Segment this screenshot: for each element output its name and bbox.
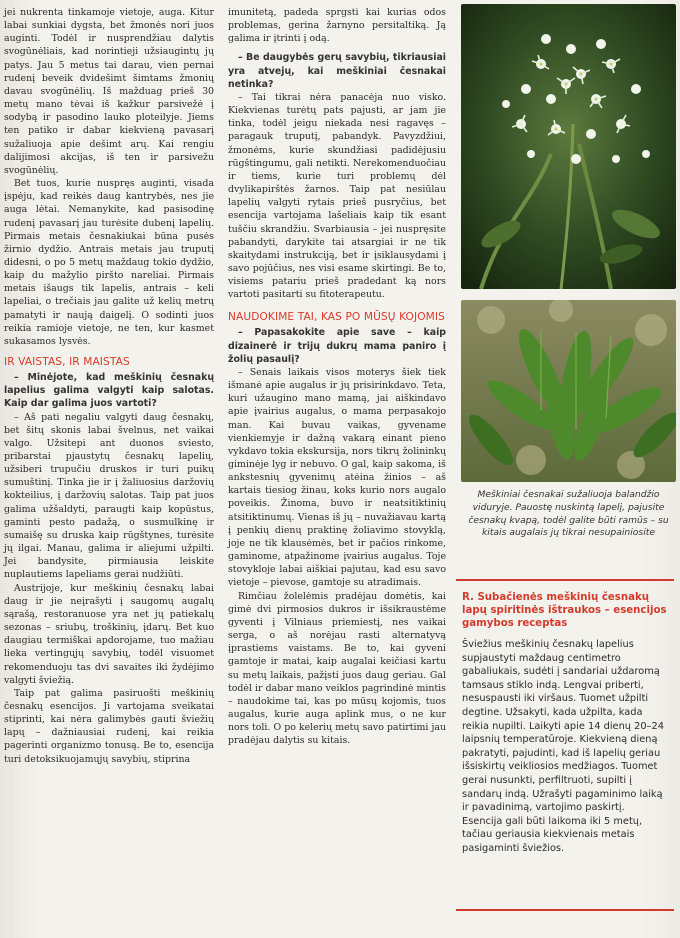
paragraph: jei nukrenta tinkamoje vietoje, auga. Kitur labai sunkiai dygsta, bet žmonės nori juos auginti. Todėl ir nusprendžiau dalytis svogūnėliais, kad norintieji užsiaugintų jų patys. Jau 5 metus tai darau, vien pernai rudenį beveik dvidešimt šimtams žmonių davau svogūnėlių. Iš mažduag prieš 30 metų mano tėvai iš kažkur parsivežė į sodybą ir pasodino lauko ploteilyje. Jiems ten patiko ir dabar kiekvieną pavasarį sužaliuoja apie dešimt arų. Kai rengiu dalijimosi akcijas, iš ten ir parsivežu svogūnėlių. <box>4 7 214 176</box>
wild-garlic-flowers-icon <box>461 4 676 289</box>
paragraph: imunitetą, padeda sprgsti kai kurias odos problemas, gerina žarnyno persitaltiką. Ją galima ir įtrinti į odą. <box>228 7 446 45</box>
interview-question: – Papasakokite apie save – kaip dizainerė ir trijų dukrų mama panirо į žolių pasaulį? <box>228 327 446 365</box>
wild-garlic-leaves-photo <box>461 300 676 482</box>
interview-question: – Minėjote, kad meškinių česnakų lapelius galima valgyti kaip salotas. Kaip dar galima juos vartoti? <box>4 372 214 410</box>
text-column-1 <box>4 6 214 766</box>
section-heading: NAUDOKIME TAI, KAS PO MŪSŲ KOJOMIS <box>228 311 445 324</box>
recipe-title: R. Subačienės meškinių česnakų lapų spiritinės ištraukos – esencijos gamybos receptas <box>462 592 667 629</box>
paragraph: – Senais laikais visos moterys šiek tiek išmanė apie augalus ir jų prisirinkdavo. Teta, kuri užaugino mano mamą, jai aiškindavo apie įvairius augalus, o mama perpasakojo man. Kai buvau vaikas, gyvename vienkiemyje ir dažną vakarą einant pieno vykdavo tokia ekskursija, nors tikrų žolininkų giminėje lyg ir nebuvo. O gal, kaip sakoma, iš ankstesnių gyvenimų atėina žinios – aš kartais tiesiog žinau, koks kurio nors augalo poveikis. Žinoma, buvo ir neatsitiktinių atsitiktinumų. Vienas iš jų – nuvažiavau kartą į penkių dienų praktinę žoliavimo stovyklą, joje ne tik klausėmės, bet ir pačios rinkome, gaminome, atpažinome įvairius augalus. Toje stovyklоje labai aiškiai pajutau, kad esu savo vietoje – pievose, gamtoje su atradimais. <box>228 366 446 589</box>
wild-garlic-leaves-icon <box>461 300 676 482</box>
paragraph: – Tai tikrai nėra panacėja nuo visko. Kiekvienas turėtų pats pajusti, ar jam jie tinka, todėl jeigu niekada nesi ragavęs – paragauk truputį, pabandyk. Pavyzdžiui, žmonėms, kurie skundžiasi padidėjusiu rūgštingumu, gali netikti. Nerekomenduočiau ir tiems, kurie turi problemų dėl dvylikapirštės žarnos. Taip pat nesiūlau lapelių valgyti rytais prieš pusryčius, bet esencija vartojama lašeliais kaip tik esant tuščiu skrandžiu. Svarbiausia – jei nuspręsite pabandyti, darykite tai atsargiai ir ne tik skaitydami instrukciją, bet ir įsiklausydami į savo pojūčius, nes visi esame skirtingi. Be to, visiems patariu prieš pradedant ką nors vartoti pasitarti su fitoterapeutu. <box>228 91 446 301</box>
paragraph: Rimčiau žolelėmis pradėjau domėtis, kai gimė dvi pirmosios dukros ir išsikraustėme gyventi į Vilniaus priemiestį, nes vaikai serga, o aš norėjau rasti alternatyvą įprastiems vaistams. Be to, kai gyveni gamtoje ir matai, kaip augalai keičiasi kartu su metų laikais, pažįsti juos daug geriau. Gal todėl ir dabar mano veiklos pagrindinė mintis – naudokime tai, kas po mūsų kojomis, tuos augalus, kurie auga aplink mus, o ne kur nors toli. O po kelerių metų savo patirtimi jau pradėjau dalytis su kitais. <box>228 590 446 747</box>
paragraph: Bet tuos, kurie nuspręs auginti, visada įspėju, kad reikės daug kantrybės, nes jie auga lėtai. Nemanykite, kad pasisodinę rudenį pavasarį jau turėsite dubenį lapelių. Pirmais metais česnakiukai būna pusės žirnio dydžio. Antrais metais jau truputį didesni, o po 5 metų maždaug tokio dydžio, kaip du mažylio piršto nareliai. Pirmais metais išaugs tik lapelis, antrais – keli lapeliai, o trečiais jau galite už kelių metrų pamatyti ir naują daigelį. O sodinti juos reikia ramioje vietoje, ne ten, kur kasmet sukasamos lysvės. <box>4 178 214 347</box>
wild-garlic-flowers-photo <box>461 4 676 289</box>
paragraph: Taip pat galima pasiruošti meškinių česnakų esencijos. Ji vartojama sveikatai stiprinti, kai nėra galimybės gauti šviežių lapų – dažniausiai rudenį, kai reikia pagerinti organizmo tonusą. Be to, esencija turi detoksikuojamųjų savybių, stiprina <box>4 687 214 765</box>
paragraph: Austrijoje, kur meškinių česnakų labai daug ir jie neįrašyti į saugomų augalų sąrašą, restoranuose yra net jų patiekalų sezonas – sriubų, troškinių, įdarų. Bet kuo daugiau termiškai apdorojame, tuo mažiau lieka vertingųjų savybių, todėl visuomet rekomenduoju tas dvi savaites iki žydėjimo valgyti šviežią. <box>4 582 214 686</box>
paragraph: – Aš pati negaliu valgyti daug česnakų, bet šitų skonis labai švelnus, net vaikai valgo. Užsitepi ant duonos sviesto, pribarstai pjaustytų česnakų lapelių, užsiberi trupučiu druskos ir turi puikų sumuštinį. Tinka jie ir į žaliuosius daržovių kokteilius, į daržovių salotas. Taip pat juos galima užšaldyti, paraugti kaip kopūstus, gaminti pesto padažą, o susmulkinę ir sumaišę su druska kaip rūgštynes, turėsite jų ilgai. Manau, galima ir aliejumi užpilti. Jei bandysite, pirmiausia leiskite nuplautiems lapeliams gerai nudžiūti. <box>4 411 214 581</box>
interview-question: – Be daugybės gerų savybių, tikriausiai yra atvejų, kai meškiniai česnakai netinka? <box>228 52 446 90</box>
recipe-box <box>456 579 674 911</box>
section-heading: IR VAISTAS, IR MAISTAS <box>4 356 130 369</box>
photo-caption: Meškiniai česnakai sužaliuoja balandžio viduryje. Pauostę nuskintą lapelį, pajusite česnakų kvapą, todėl galite būti ramūs – su kitais augalais jų tikrai nesupainiosite <box>468 489 669 539</box>
recipe-text: Šviežius meškinių česnakų lapelius supjaustyti maždaug centimetro gabaliukais, sudėti į sandariai uždaromą tamsaus stiklo indą. Lengvai priberti, nesuspausti iki viršaus. Tuomet užpilti degtine. Užsakyti, kada užpilta, kada reikia nupilti. Laikyti apie 14 dienų 20–24 laipsnių temperatūroje. Kiekvieną dieną pakratyti, pajudinti, kad iš lapelių geriau išsiskirtų veikliosios medžiagos. Tuomet gerai nusunkti, perfiltruoti, supilti į sandarų indą. Užrašyti pagaminimo laiką ir pavadinimą, vartojimo paskirtį. Esencija gali būti laikoma iki 5 metų, tačiau geriausia kiekvienais metais pasigaminti šviežios. <box>462 639 664 854</box>
text-column-2 <box>228 6 446 747</box>
